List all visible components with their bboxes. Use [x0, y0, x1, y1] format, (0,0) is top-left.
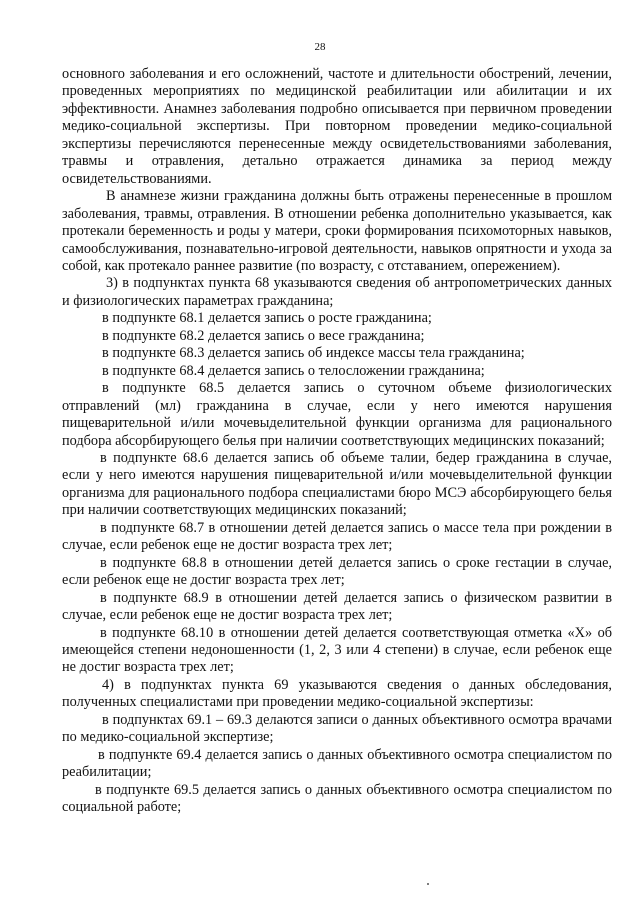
paragraph: в подпункте 68.3 делается запись об индексе массы тела гражданина; — [102, 345, 525, 362]
paragraph: в подпункте 68.1 делается запись о росте гражданина; — [102, 310, 432, 327]
paragraph: в подпункте 68.6 делается запись об объеме талии, бедер гражданина в случае, если у него имеются нарушения пищеварительной и/или мочевыделительной функции организма для рационального подбора специалистами бюро МСЭ абсорбирующего белья при наличии соответствующих медицинских показаний; — [62, 449, 612, 519]
paragraph: в подпункте 68.10 в отношении детей делается соответствующая отметка «Х» об имеющейся степени недоношенности (1, 2, 3 или 4 степени) в случае, если ребенок еще не достиг возраста трех лет; — [62, 624, 612, 676]
paragraph: 3) в подпунктах пункта 68 указываются сведения об антропометрических данных и физиологических параметрах гражданина; — [62, 275, 612, 309]
paragraph: 4) в подпунктах пункта 69 указываются сведения о данных обследования, полученных специалистами при проведении медико-социальной экспертизы: — [62, 676, 612, 711]
paragraph: в подпункте 68.4 делается запись о телосложении гражданина; — [102, 362, 485, 379]
scan-speck — [427, 883, 429, 885]
paragraph: в подпункте 69.5 делается запись о данных объективного осмотра специалистом по социальной работе; — [62, 781, 612, 816]
paragraph: в подпункте 69.4 делается запись о данных объективного осмотра специалистом по реабилитации; — [62, 746, 612, 781]
paragraph: в подпункте 68.5 делается запись о суточном объеме физиологических отправлений (мл) гражданина в случае, если у него имеются нарушения пищеварительной и/или мочевыделительной функции организма для рационального подбора абсорбирующего белья при наличии соответствующих медицинских показаний; — [62, 380, 612, 449]
paragraph: В анамнезе жизни гражданина должны быть отражены перенесенные в прошлом заболевания, травмы, отравления. В отношении ребенка дополнительно указывается, как протекали беременность и роды у матери, сроки формирования психомоторных навыков, самообслуживания, познавательно-игровой деятельности, навыков опрятности и ухода за собой, как протекало раннее развитие (по возрасту, с отставанием, опережением). — [62, 188, 612, 274]
paragraph: основного заболевания и его осложнений, частоте и длительности обострений, лечении, проведенных мероприятиях по медицинской реабилитации или абилитации и их эффективности. Анамнез заболевания подробно описывается при первичном проведении медико-социальной экспертизы. При повторном проведении медико-социальной экспертизы перечисляются перенесенные между освидетельствованиями заболевания, травмы и отравления, детально отражается динамика за период между освидетельствованиями. — [62, 66, 612, 187]
paragraph: в подпункте 68.7 в отношении детей делается запись о массе тела при рождении в случае, если ребенок еще не достиг возраста трех лет; — [62, 519, 612, 554]
paragraph: в подпункте 68.8 в отношении детей делается запись о сроке гестации в случае, если ребенок еще не достиг возраста трех лет; — [62, 554, 612, 589]
page-number: 28 — [314, 41, 326, 53]
paragraph: в подпунктах 69.1 – 69.3 делаются записи о данных объективного осмотра врачами по медико-социальной экспертизе; — [62, 711, 612, 746]
paragraph: в подпункте 68.9 в отношении детей делается запись о физическом развитии в случае, если ребенок еще не достиг возраста трех лет; — [62, 589, 612, 624]
body-text — [62, 66, 612, 816]
paragraph: в подпункте 68.2 делается запись о весе гражданина; — [102, 327, 425, 344]
